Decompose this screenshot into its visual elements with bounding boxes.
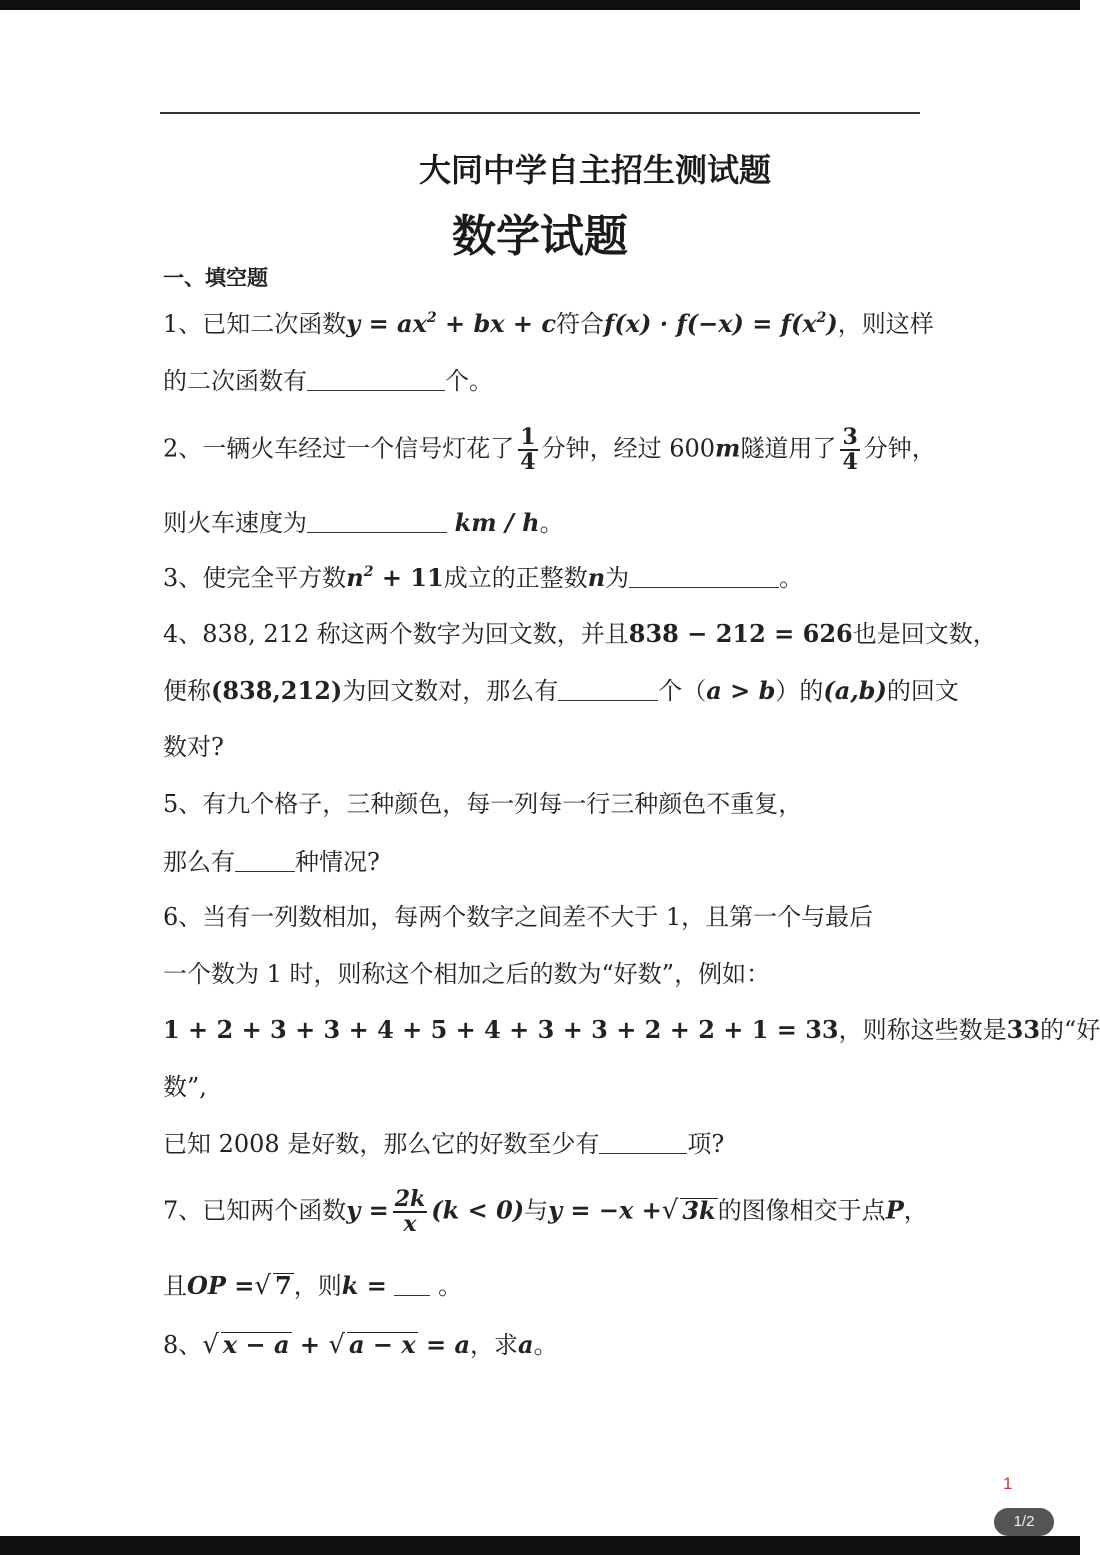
question-8: 8、√ x − a + √ a − x = a，求a。 (163, 1330, 558, 1360)
question-4-line-3: 数对? (163, 733, 224, 761)
section-heading: 一、填空题 (163, 265, 268, 290)
answer-blank[interactable] (629, 565, 779, 588)
header-rule (160, 112, 920, 114)
answer-blank[interactable] (394, 1273, 430, 1296)
question-1-line-2: 的二次函数有 个。 (163, 367, 493, 395)
answer-blank[interactable] (235, 849, 295, 872)
question-3: 3、使完全平方数$n^2 + 11$成立的正整数n为 。 (163, 563, 804, 592)
question-6-line-5: 已知 2008 是好数，那么它的好数至少有 项? (163, 1130, 725, 1158)
question-2-line-2: 则火车速度为 km / h。 (163, 508, 564, 537)
question-6-line-2: 一个数为 1 时，则称这个相加之后的数为“好数”，例如： (163, 960, 771, 988)
question-5-line-1: 5、有九个格子，三种颜色，每一列每一行三种颜色不重复， (163, 790, 803, 818)
question-4-line-2: 便称(838,212)为回文数对，那么有 个（a > b）的(a,b)的回文 (163, 676, 959, 705)
page-indicator[interactable]: 1/2 (994, 1508, 1054, 1536)
question-1-line-1: 1、已知二次函数$y = ax^2$ + bx + c符合$f(x) \cdot f(-x) = f(x^2)$，则这样 (163, 309, 934, 338)
bottom-bar (0, 1536, 1080, 1555)
page-number: 1 (1003, 1474, 1013, 1493)
question-6-line-1: 6、当有一列数相加，每两个数字之间差不大于 1，且第一个与最后 (163, 903, 874, 931)
question-7-line-1: 7、已知两个函数y = $\frac{2k}{x}$ (k < 0)与y = −x +√ 3k的图像相交于点P， (163, 1186, 928, 1238)
question-5-line-2: 那么有 种情况? (163, 848, 380, 876)
top-bar (0, 0, 1080, 10)
question-7-line-2: 且OP =√ 7，则k = 。 (163, 1271, 463, 1301)
fraction: $\frac{1}{4}$ (520, 424, 536, 476)
question-2-line-1: 2、一辆火车经过一个信号灯花了 $\frac{1}{4}$ 分钟，经过 600m隧道用了 $\frac{3}{4}$ 分钟， (163, 424, 936, 476)
question-6-line-3: 1 + 2 + 3 + 3 + 4 + 5 + 4 + 3 + 3 + 2 + 2 + 1 = 33，则称这些数是33的“好 (163, 1015, 1100, 1044)
exam-subtitle: 数学试题 (452, 211, 628, 262)
fraction: $\frac{3}{4}$ (842, 424, 858, 476)
fraction: $\frac{2k}{x}$ (394, 1186, 426, 1238)
exam-title: 大同中学自主招生测试题 (418, 151, 771, 189)
answer-blank[interactable] (307, 368, 445, 391)
answer-blank[interactable] (307, 510, 447, 533)
answer-blank[interactable] (558, 678, 658, 701)
question-4-line-1: 4、838, 212 称这两个数字为回文数，并且838 − 212 = 626也是回文数， (163, 619, 997, 648)
question-6-line-4: 数”, (163, 1073, 207, 1101)
answer-blank[interactable] (599, 1131, 687, 1154)
